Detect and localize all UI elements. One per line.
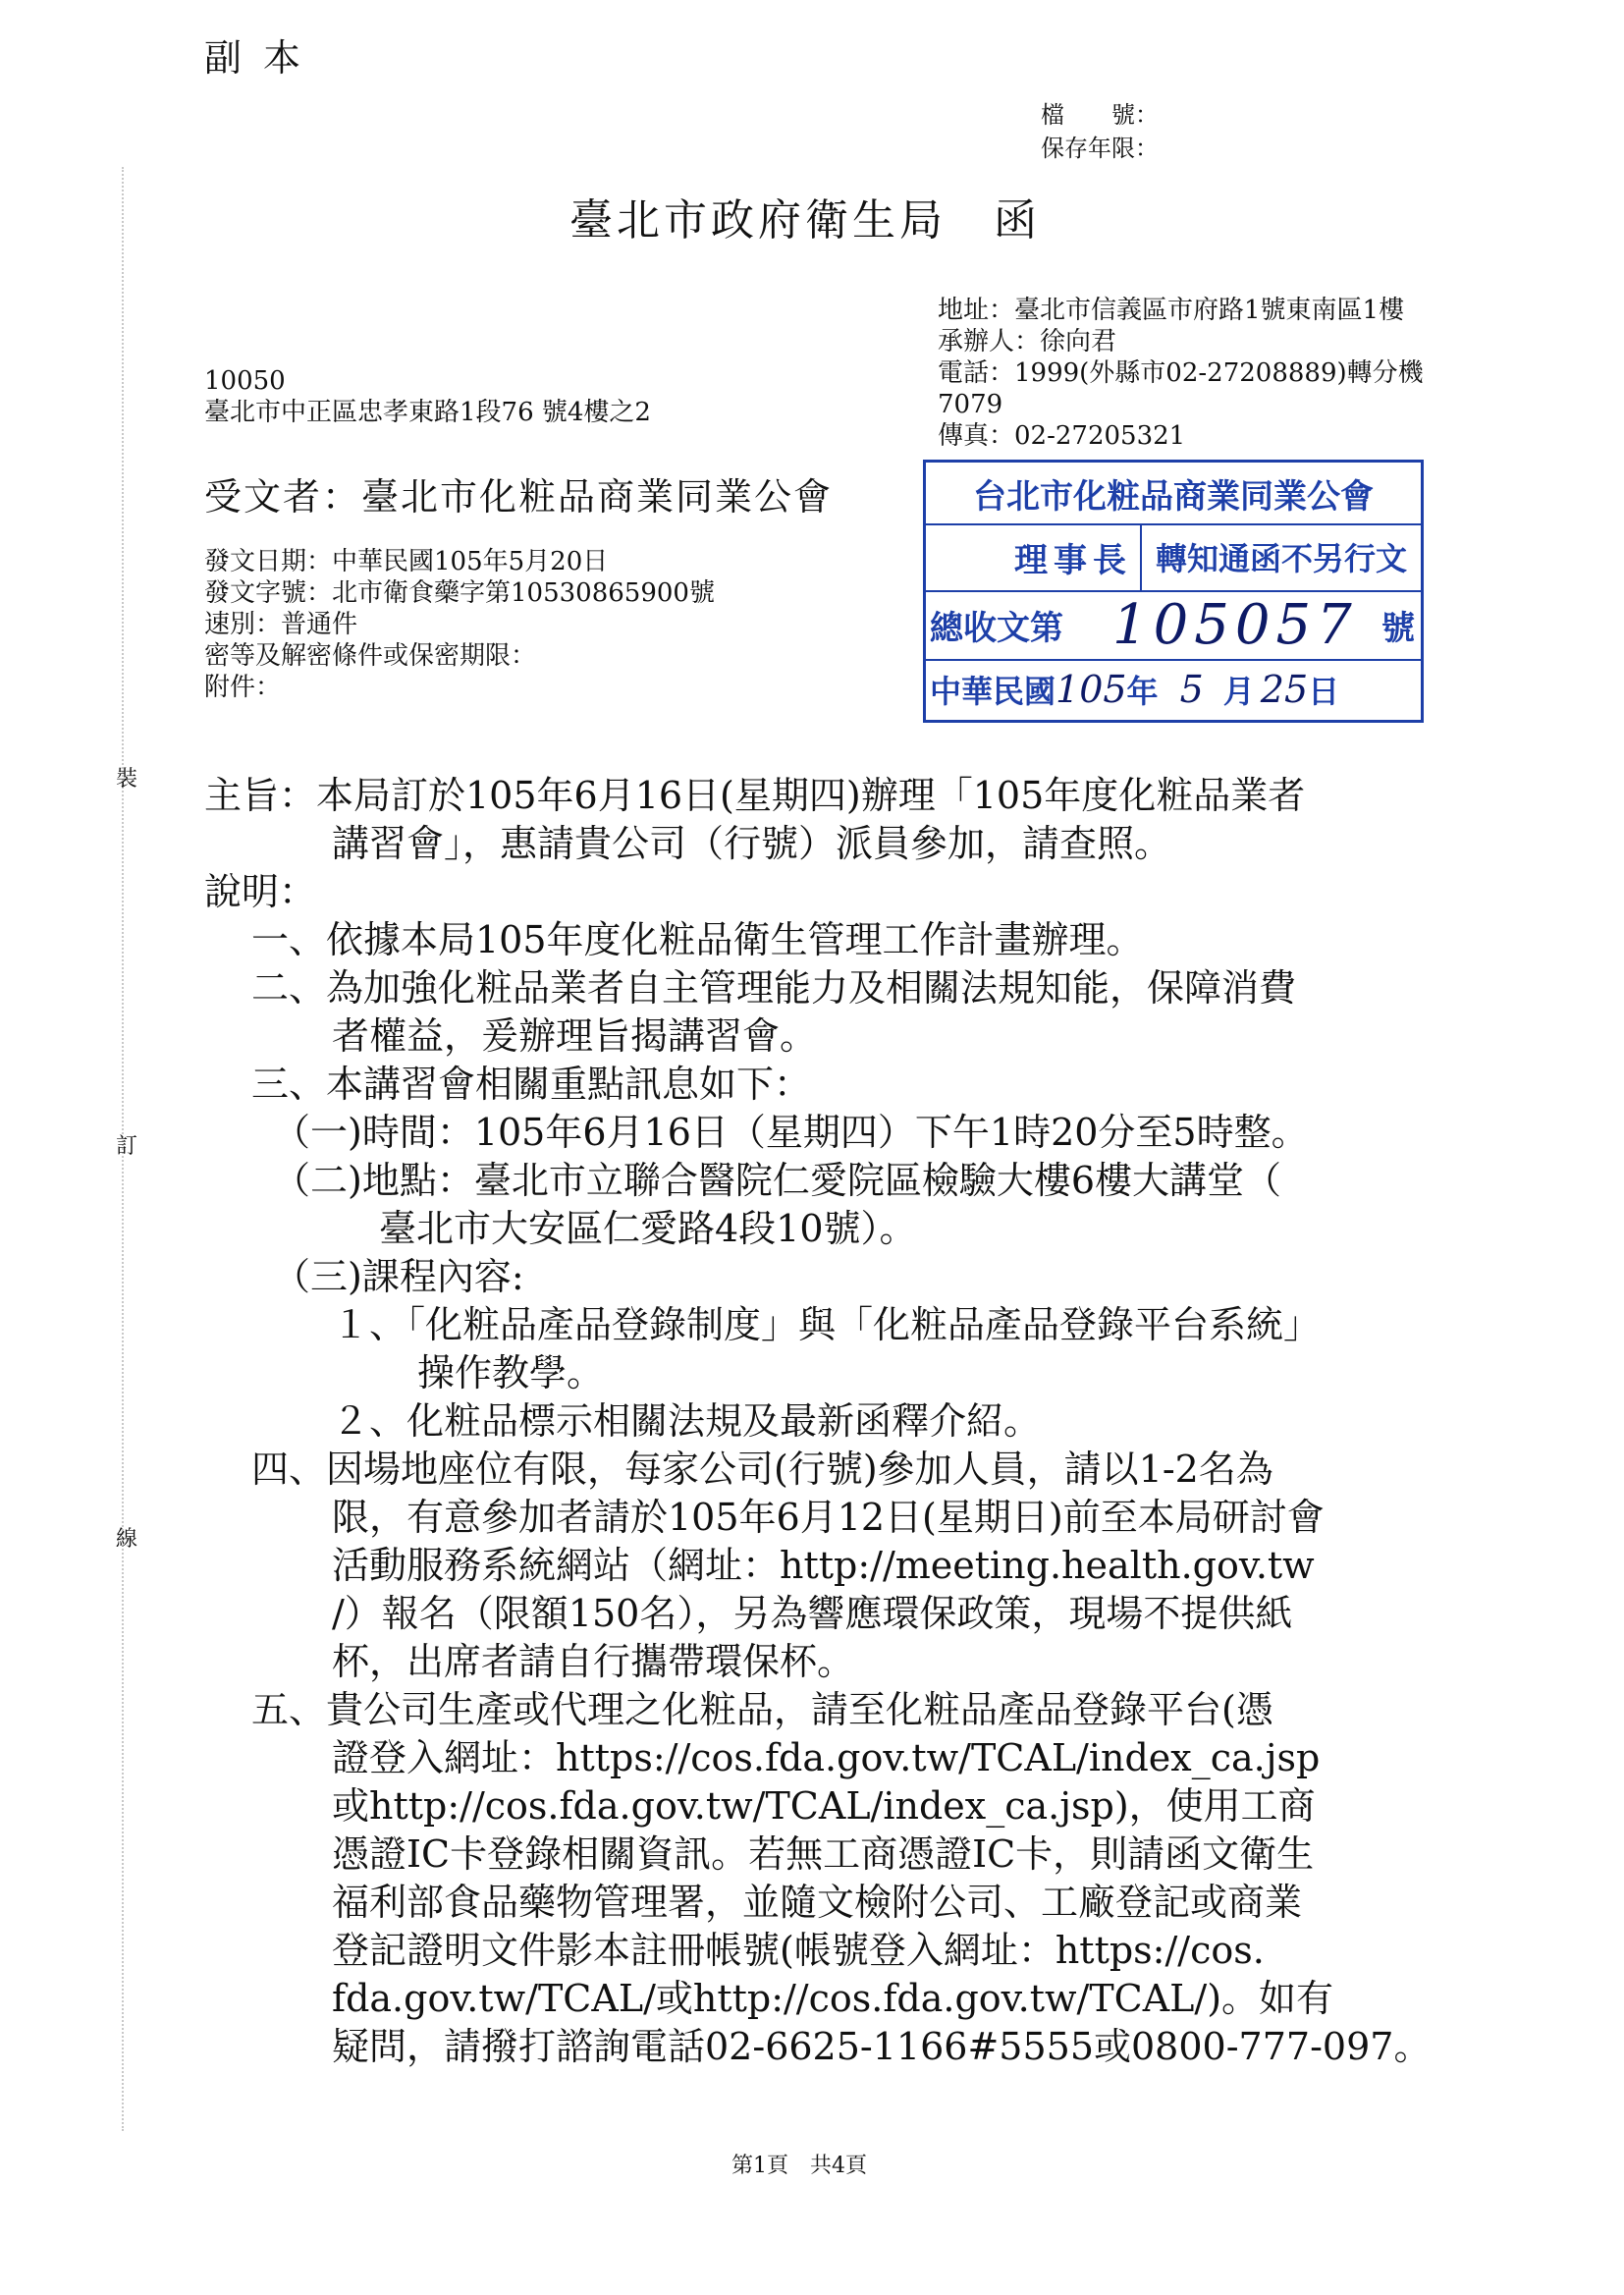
stamp-role: 理事長 — [926, 523, 1142, 590]
page-number: 第1頁 共4頁 — [731, 2154, 867, 2178]
subject-line-1: 主旨：本局訂於105年6月16日(星期四)辦理「105年度化粧品業者 — [204, 774, 1306, 817]
item-4-line-4: /）報名（限額150名），另為響應環保政策，現場不提供紙 — [332, 1592, 1293, 1635]
attachment: 附件： — [204, 673, 282, 702]
item-3-3: （三)課程內容: — [273, 1255, 524, 1298]
document-meta — [204, 546, 715, 703]
addressee-zip: 10050 — [204, 366, 286, 396]
item-5-line-3: 或http://cos.fda.gov.tw/TCAL/index_ca.jsp)，使用工商 — [332, 1784, 1316, 1828]
retention-period: 保存年限： — [1041, 135, 1159, 162]
item-5-line-7: fda.gov.tw/TCAL/或http://cos.fda.gov.tw/TCAL/)。如有 — [332, 1977, 1334, 2020]
stamp-day: 25 — [1260, 668, 1309, 711]
sender-address: 地址：臺北市信義區市府路1號東南區1樓 — [938, 296, 1405, 325]
item-5-line-6: 登記證明文件影本註冊帳號(帳號登入網址：https://cos. — [332, 1929, 1265, 1972]
sender-fax: 傳真：02-27205321 — [938, 421, 1186, 451]
item-2-line-1: 二、為加強化粧品業者自主管理能力及相關法規知能，保障消費 — [251, 966, 1297, 1010]
binding-label-bottom: 線 — [116, 1527, 138, 1552]
recipient: 受文者：臺北市化粧品商業同業公會 — [204, 475, 834, 519]
stamp-note: 轉知通函不另行文 — [1155, 540, 1407, 577]
item-5-line-4: 憑證IC卡登錄相關資訊。若無工商憑證IC卡，則請函文衛生 — [332, 1832, 1315, 1876]
receipt-stamp — [923, 460, 1424, 723]
item-5-line-2: 證登入網址：https://cos.fda.gov.tw/TCAL/index_ca.jsp — [332, 1736, 1321, 1779]
item-3-1: （一)時間：105年6月16日（星期四）下午1時20分至5時整。 — [273, 1111, 1309, 1154]
item-4-line-2: 限，有意參加者請於105年6月12日(星期日)前至本局研討會 — [332, 1496, 1325, 1539]
stamp-receipt-number: 105057 — [1112, 592, 1358, 657]
copy-mark: 副本 — [204, 36, 323, 80]
item-3: 三、本講習會相關重點訊息如下： — [251, 1063, 812, 1106]
stamp-receipt-suffix: 號 — [1381, 608, 1415, 648]
item-2-line-2: 者權益，爰辦理旨揭講習會。 — [332, 1014, 818, 1058]
course-1-line-2: 操作教學。 — [417, 1351, 605, 1394]
sender-phone: 電話：1999(外縣市02-27208889)轉分機 — [938, 358, 1424, 388]
binding-label-top: 裝 — [116, 767, 138, 792]
stamp-year-label: 年 — [1126, 673, 1159, 710]
item-3-2-line-1: （二)地點：臺北市立聯合醫院仁愛院區檢驗大樓6樓大講堂（ — [273, 1159, 1282, 1202]
item-4-line-5: 杯，出席者請自行攜帶環保杯。 — [332, 1640, 855, 1683]
item-5-line-8: 疑問，請撥打諮詢電話02-6625-1166#5555或0800-777-097。 — [332, 2025, 1432, 2068]
document-title: 臺北市政府衛生局 函 — [569, 195, 1041, 246]
stamp-org: 台北市化粧品商業同業公會 — [973, 476, 1374, 517]
binding-label-middle: 訂 — [116, 1134, 138, 1159]
item-1: 一、依據本局105年度化粧品衛生管理工作計畫辦理。 — [251, 918, 1144, 961]
stamp-date-prefix: 中華民國 — [930, 673, 1056, 710]
addressee-address-block — [204, 365, 651, 428]
stamp-year: 105 — [1056, 668, 1127, 711]
item-5-line-1: 五、貴公司生產或代理之化粧品，請至化粧品產品登錄平台(憑 — [251, 1688, 1273, 1731]
file-number: 檔 號： — [1041, 101, 1159, 129]
sender-info — [938, 295, 1424, 452]
stamp-month: 5 — [1179, 668, 1204, 711]
issue-date: 發文日期：中華民國105年5月20日 — [204, 547, 609, 576]
priority: 速別：普通件 — [204, 610, 358, 639]
stamp-month-label: 月 — [1222, 673, 1255, 710]
course-1-line-1: １、「化粧品產品登錄制度」與「化粧品產品登錄平台系統」 — [332, 1303, 1322, 1346]
item-4-line-1: 四、因場地座位有限，每家公司(行號)參加人員，請以1-2名為 — [251, 1448, 1273, 1491]
item-3-2-line-2: 臺北市大安區仁愛路4段10號）。 — [379, 1207, 917, 1250]
course-2: ２、化粧品標示相關法規及最新函釋介紹。 — [332, 1399, 1042, 1443]
stamp-day-label: 日 — [1308, 673, 1340, 710]
item-5-line-5: 福利部食品藥物管理署，並隨文檢附公司、工廠登記或商業 — [332, 1881, 1303, 1924]
file-meta — [1041, 98, 1159, 165]
sender-ext: 7079 — [938, 390, 1003, 419]
explanation-heading: 說明： — [204, 870, 317, 913]
item-4-line-3: 活動服務系統網站（網址：http://meeting.health.gov.tw — [332, 1544, 1315, 1587]
subject-line-2: 講習會」，惠請貴公司（行號）派員參加，請查照。 — [332, 822, 1172, 865]
addressee-address: 臺北市中正區忠孝東路1段76 號4樓之2 — [204, 398, 651, 427]
sender-handler: 承辦人：徐向君 — [938, 327, 1117, 356]
security-level: 密等及解密條件或保密期限： — [204, 641, 537, 671]
reference-number: 發文字號：北市衛食藥字第10530865900號 — [204, 578, 715, 608]
stamp-receipt-label: 總收文第 — [930, 608, 1063, 648]
